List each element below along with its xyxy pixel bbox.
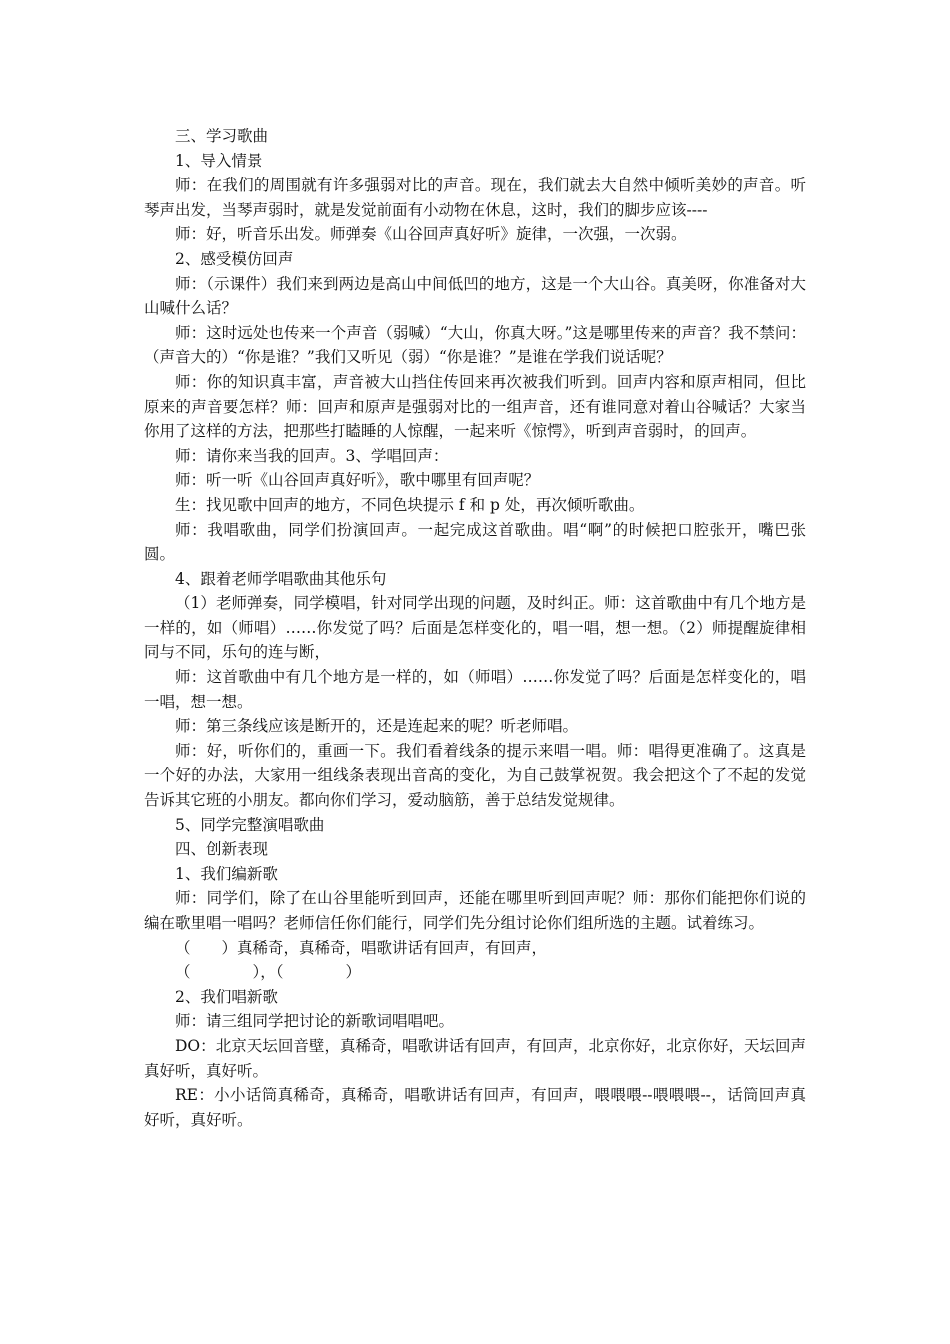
paragraph: 师：这首歌曲中有几个地方是一样的，如（师唱）……你发觉了吗？后面是怎样变化的，唱一唱，想一想。 [144,668,806,711]
paragraph: 师：好，听你们的，重画一下。我们看着线条的提示来唱一唱。师：唱得更准确了。这真是一个好的办法，大家用一组线条表现出音高的变化，为自己鼓掌祝贺。我会把这个了不起的发觉告诉其它班的小朋友。都向你们学习，爱动脑筋，善于总结发觉规律。 [144,741,806,810]
paragraph: 师：我唱歌曲，同学们扮演回声。一起完成这首歌曲。唱“啊”的时候把口腔张开，嘴巴张圆。 [144,520,806,564]
paragraph: 师：请三组同学把讨论的新歌词唱唱吧。 [175,1012,455,1031]
paragraph: 师：你的知识真丰富，声音被大山挡住传回来再次被我们听到。回声内容和原声相同，但比原来的声音要怎样？师：回声和原声是强弱对比的一组声音，还有谁同意对着山谷喊话？大家当你用了这样的方法，把那些打瞌睡的人惊醒，一起来听《惊愕》，听到声音弱时，的回声。 [144,372,806,441]
subheading-compose-song: 1、我们编新歌 [175,864,278,883]
paragraph: RE：小小话筒真稀奇，真稀奇，唱歌讲话有回声，有回声，喂喂喂--喂喂喂--，话筒回声真好听，真好听。 [144,1086,806,1129]
paragraph: （1）老师弹奏，同学模唱，针对同学出现的问题，及时纠正。师：这首歌曲中有几个地方是一样的，如（师唱）……你发觉了吗？后面是怎样变化的，唱一唱，想一想。（2）师提醒旋律相同与不同，乐句的连与断， [144,594,806,662]
paragraph: 师：在我们的周围就有许多强弱对比的声音。现在，我们就去大自然中倾听美妙的声音。听琴声出发，当琴声弱时，就是发觉前面有小动物在休息，这时，我们的脚步应该---- [144,176,806,219]
fill-in-line: （ ）真稀奇，真稀奇，唱歌讲话有回声，有回声， [175,938,548,957]
paragraph: 师：这时远处也传来一个声音（弱喊）“大山，你真大呀。”这是哪里传来的声音？我不禁问：（声音大的）“你是谁？”我们又听见（弱）“你是谁？”是谁在学我们说话呢？ [144,323,806,367]
paragraph: 生：找见歌中回声的地方，不同色块提示 f 和 p 处，再次倾听歌曲。 [175,495,645,514]
subheading-follow-teacher: 4、跟着老师学唱歌曲其他乐句 [175,569,387,588]
paragraph: 师：（示课件）我们来到两边是高山中间低凹的地方，这是一个大山谷。真美呀，你准备对大山喊什么话？ [144,274,806,318]
paragraph: 师：好，听音乐出发。师弹奏《山谷回声真好听》旋律，一次强，一次弱。 [175,225,687,244]
subheading-full-performance: 5、同学完整演唱歌曲 [175,815,325,834]
paragraph: 师：请你来当我的回声。3、学唱回声： [175,446,449,465]
document-body [144,124,806,1132]
section-heading-creative: 四、创新表现 [175,840,269,859]
subheading-intro-scene: 1、导入情景 [175,151,263,170]
section-heading-learn-song: 三、学习歌曲 [175,127,269,145]
paragraph: DO：北京天坛回音壁，真稀奇，唱歌讲话有回声，有回声，北京你好，北京你好，天坛回声真好听，真好听。 [144,1036,806,1080]
fill-in-line: （ ），（ ） [175,963,362,982]
subheading-feel-echo: 2、感受模仿回声 [175,249,294,268]
subheading-sing-new-song: 2、我们唱新歌 [175,987,278,1006]
paragraph: 师：第三条线应该是断开的，还是连起来的呢？听老师唱。 [175,717,579,736]
paragraph: 师：同学们，除了在山谷里能听到回声，还能在哪里听到回声呢？师：那你们能把你们说的编在歌里唱一唱吗？老师信任你们能行，同学们先分组讨论你们组所选的主题。试着练习。 [144,889,806,932]
paragraph: 师：听一听《山谷回声真好听》，歌中哪里有回声呢？ [175,471,540,490]
